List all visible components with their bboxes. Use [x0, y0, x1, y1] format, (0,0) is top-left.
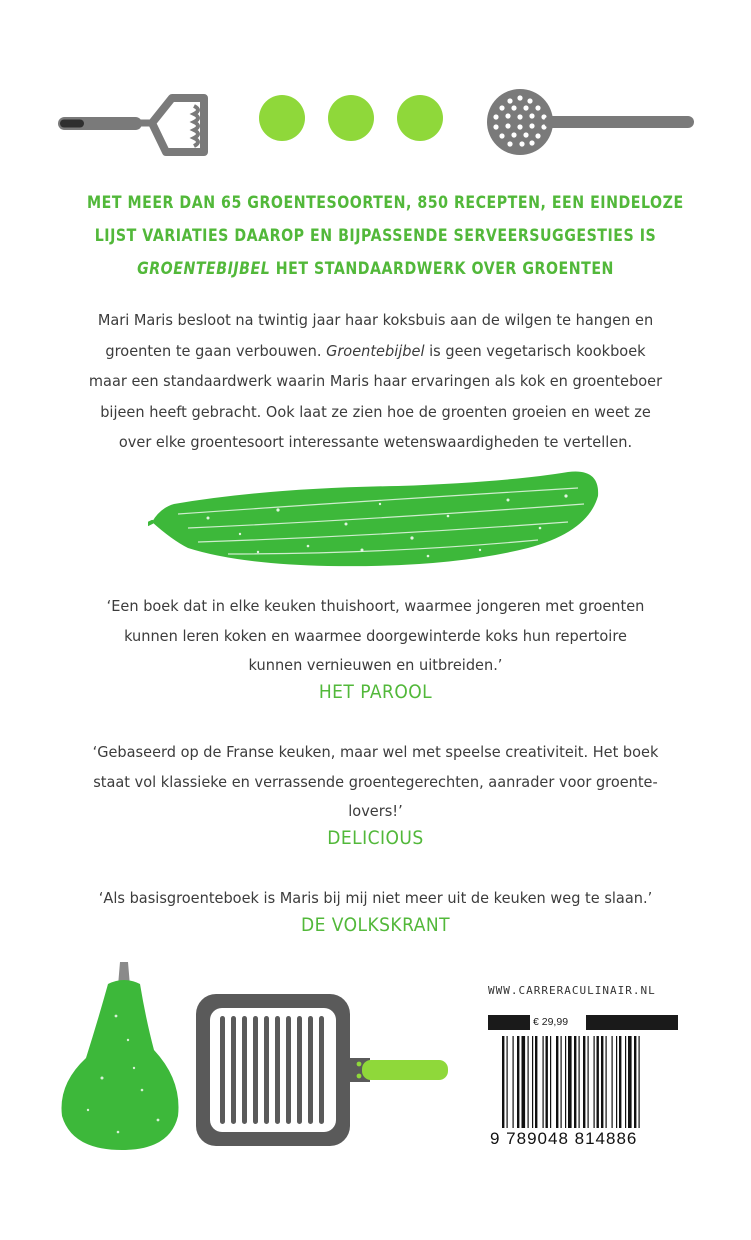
- review-quote: [57, 738, 694, 827]
- review-quote: [57, 592, 694, 681]
- headline-line: LIJST VARIATIES DAAROP EN BIJPASSENDE SERVEERSUGGESTIES IS: [94, 226, 657, 245]
- intro-line: Mari Maris besloot na twintig jaar haar koksbuis aan de wilgen te hangen en: [97, 311, 654, 329]
- quote-line: lovers!’: [348, 802, 403, 820]
- green-dots-icon: [258, 93, 446, 143]
- barcode: [502, 1036, 678, 1128]
- skimmer-spoon-icon: [484, 86, 694, 158]
- butternut-squash-icon: [58, 960, 184, 1152]
- quote-line: ‘Gebaseerd op de Franse keuken, maar wel met speelse creativiteit. Het boek: [92, 743, 659, 761]
- quote-source: HET PAROOL: [318, 681, 433, 703]
- intro-line: bijeen heeft gebracht. Ook laat ze zien hoe de groenten groeien en weet ze: [100, 402, 651, 421]
- green-dot: [259, 95, 305, 141]
- headline: [86, 186, 684, 285]
- grill-pan-icon: [194, 992, 452, 1148]
- quote-line: kunnen vernieuwen en uitbreiden.’: [248, 656, 503, 674]
- green-dot: [397, 95, 443, 141]
- book-title: Groentebijbel: [326, 341, 425, 360]
- quote-line: ‘Een boek dat in elke keuken thuishoort, waarmee jongeren met groenten: [106, 597, 645, 615]
- quote-line: staat vol klassieke en verrassende groentegerechten, aanrader voor groente-: [93, 772, 658, 791]
- cucumber-icon: [148, 466, 604, 574]
- publisher-url[interactable]: WWW.CARRERACULINAIR.NL: [488, 984, 656, 997]
- headline-line: MET MEER DAN 65 GROENTESOORTEN, 850 RECEPTEN, EEN EINDELOZE: [86, 193, 684, 212]
- quote-line: kunnen leren koken en waarmee doorgewinterde koks hun repertoire: [124, 626, 627, 645]
- book-title: GROENTEBIJBEL: [137, 259, 271, 278]
- potato-masher-icon: [56, 86, 212, 160]
- quote-source: DE VOLKSKRANT: [300, 914, 451, 936]
- intro-paragraph: [57, 305, 694, 458]
- intro-line: over elke groentesoort interessante wetenswaardigheden te vertellen.: [118, 433, 633, 451]
- quote-line: ‘Als basisgroenteboek is Maris bij mij niet meer uit de keuken weg te slaan.’: [98, 889, 653, 907]
- intro-line: groenten te gaan verbouwen. Groentebijbel is geen vegetarisch kookboek: [105, 341, 646, 360]
- isbn-number: 9 789048 814886: [490, 1129, 638, 1148]
- quote-source: DELICIOUS: [327, 827, 424, 849]
- price-label: € 29,99: [530, 1015, 586, 1030]
- intro-line: maar een standaardwerk waarin Maris haar ervaringen als kok en groenteboer: [88, 372, 663, 390]
- review-quote: [57, 884, 694, 914]
- green-dot: [328, 95, 374, 141]
- headline-line: [87, 252, 664, 285]
- headline-line-rest: HET STANDAARDWERK OVER GROENTEN: [270, 259, 614, 278]
